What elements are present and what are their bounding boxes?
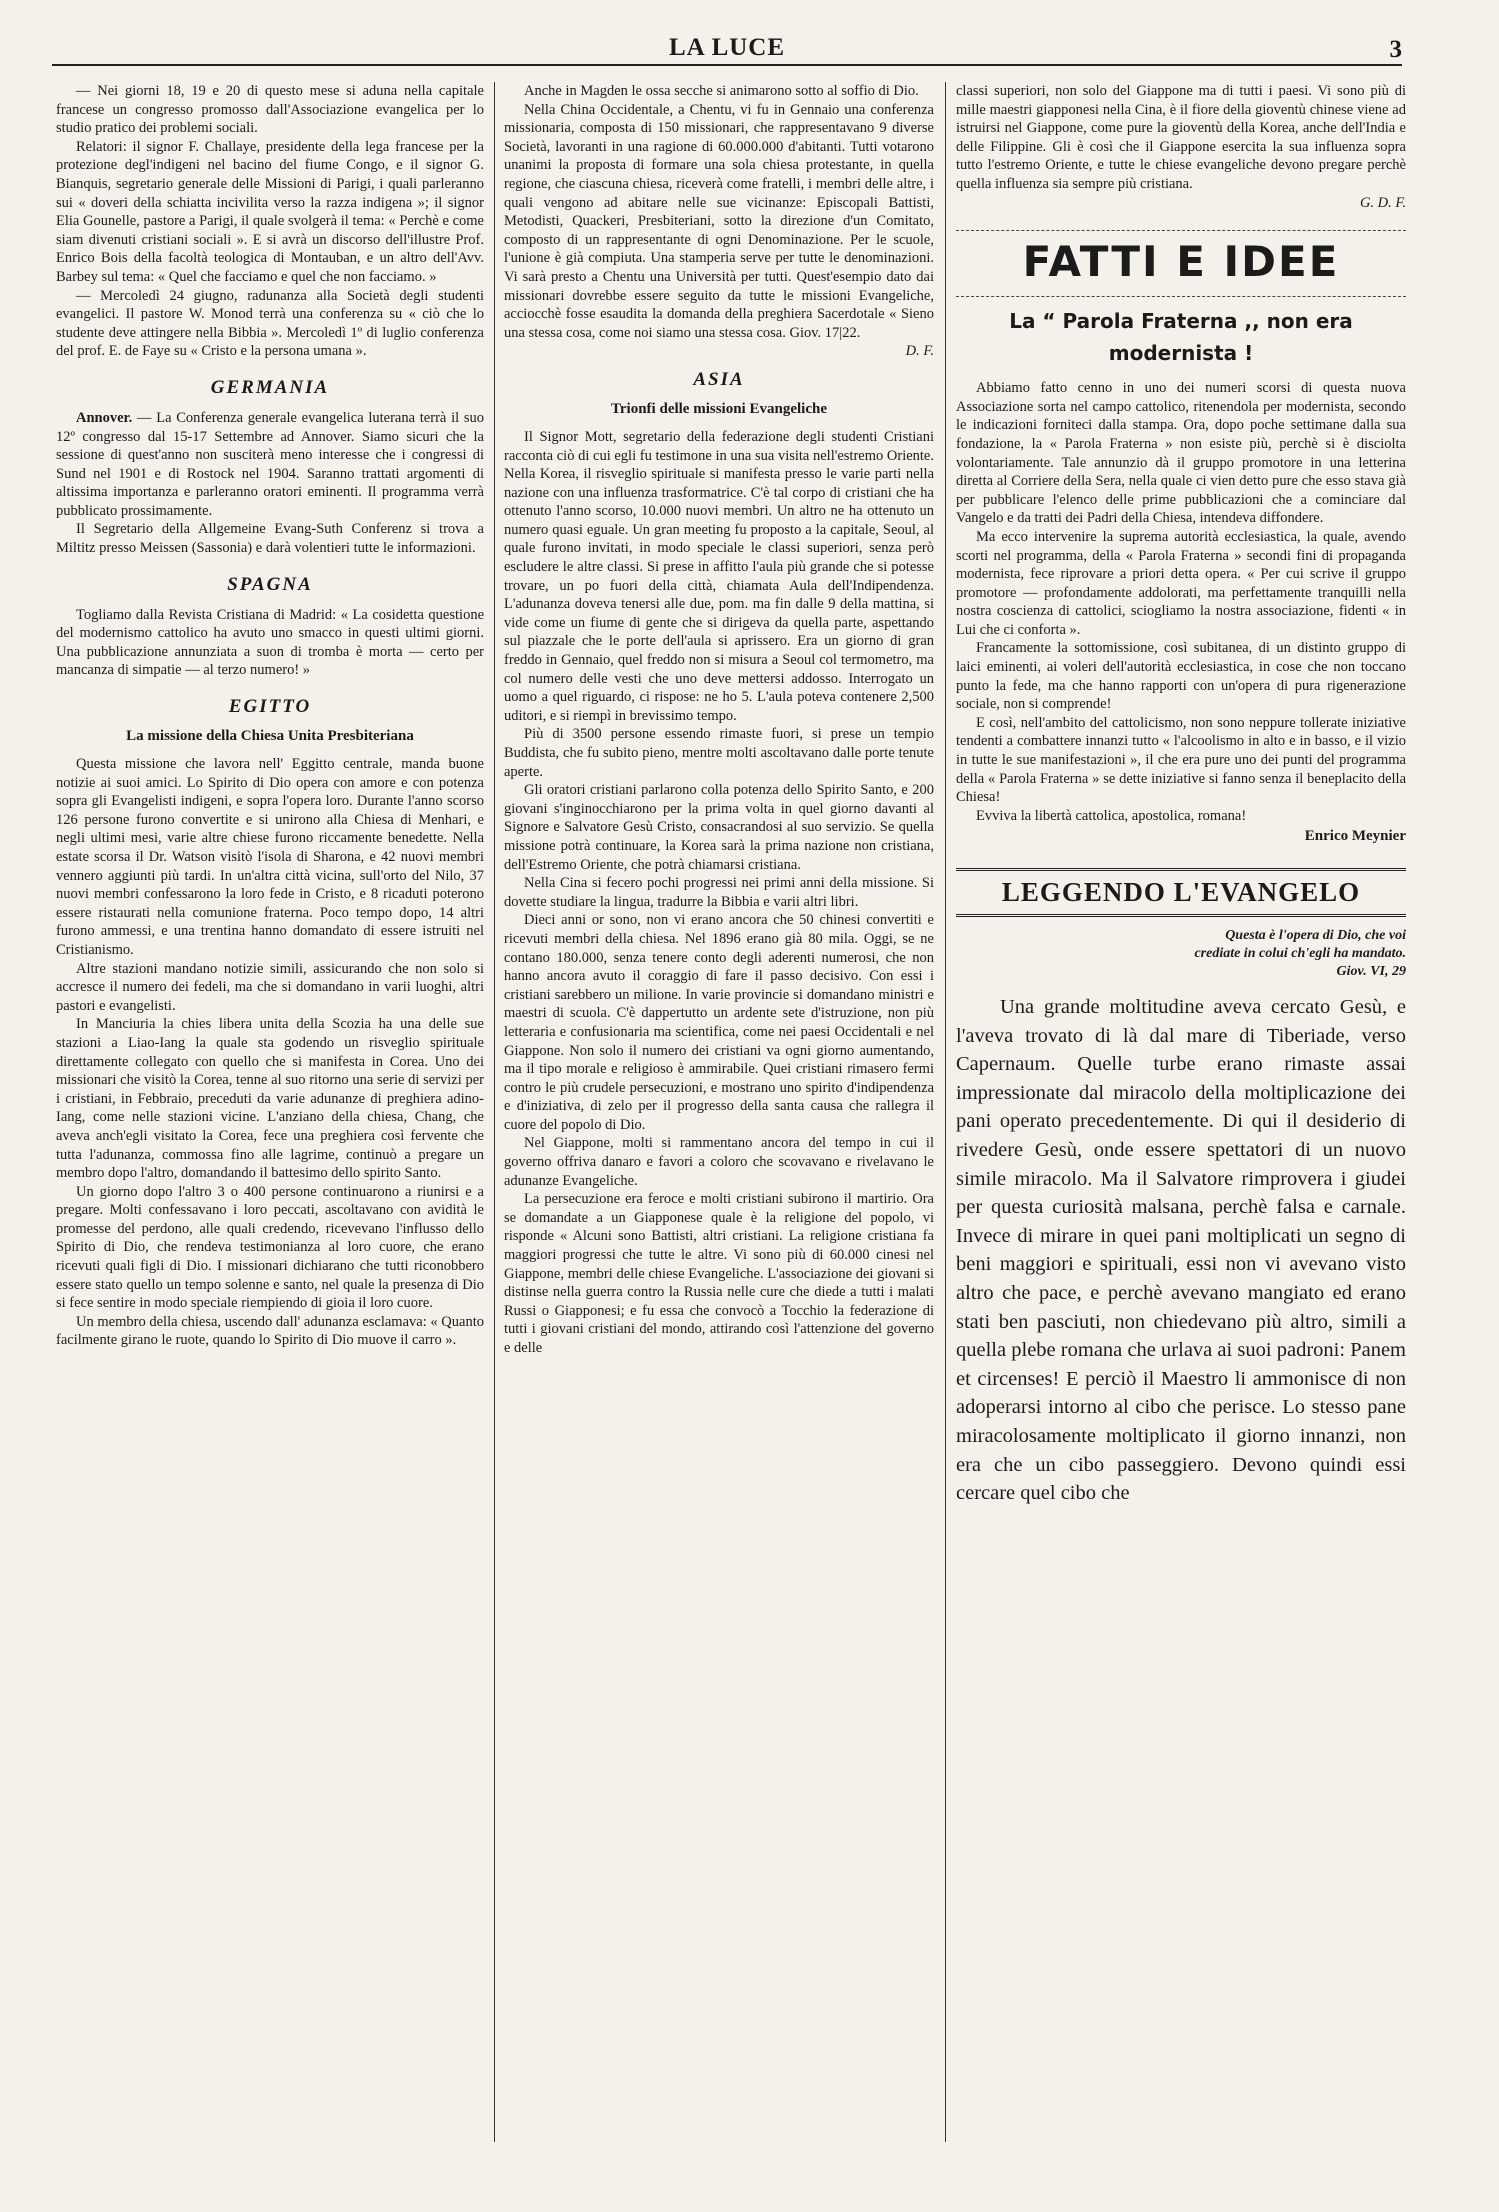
signature: G. D. F. <box>1359 194 1406 211</box>
paragraph-text: — La Conferenza generale evangelica luterana terrà il suo 12º congresso dal 15-17 Settembre ad Annover. Siamo sicuri che la sessione di quest'anno non susciterà meno interesse che i congressi di Sund nel 1901 e di Rostock nel 1904. Saranno trattati argomenti di altissima importanza e parleranno oratori eminenti. Il programma verrà pubblicato prossimamente. <box>56 409 484 519</box>
paragraph: Evviva la libertà cattolica, apostolica, romana! <box>976 807 1247 824</box>
paragraph: Il Signor Mott, segretario della federazione degli studenti Cristiani racconta ciò di cui egli fu testimone in una sua visita nell'estremo Oriente. Nella Korea, il risveglio spirituale si manifesta presso le varie parti nella nazione con una influenza trasformatrice. C'è tal corpo di cristiani che ha ottenuto l'anno scorso, 10.000 nuovi membri. Un altro ne ha ottenuto un numero quasi eguale. Un gran meeting fu proposto a la capitale, Seoul, al quale furono invitati, in modo speciale le classi superiori, senza però escludere le altre classi. Si prese in affitto l'aula più grande che si potesse trovare, un po fuori della città, chiamata Aula dell'Indipendenza. L'adunanza doveva tenersi alle due, pom. ma fin dalle 9 della mattina, si vide come un fiume di gente che si dirigeva da quella parte, aspettando sul piazzale che le porte dell'aula si aprissero. Era un giorno di gran freddo in Gennaio, quel freddo non si misura a Seoul col termometro, ma col numero delle vesti che uno deve mettersi addosso. Interrogato un uomo a quel riguardo, ci rispose: ne ho 5. L'aula poteva contenere 2,500 uditori, e si riempì in brevissimo tempo. <box>504 428 934 724</box>
column-2 <box>504 82 934 2162</box>
section-subtitle: La “ Parola Fraterna ,, non era modernista ! <box>1009 309 1353 366</box>
paragraph: Il Segretario della Allgemeine Evang-Suth Conferenz si trova a Miltitz presso Meissen (Sassonia) e darà volentieri tutte le informazioni. <box>56 521 484 557</box>
column-3 <box>956 82 1406 2162</box>
section-title-egitto: EGITTO <box>228 696 312 718</box>
column-1 <box>56 82 484 2162</box>
paragraph: Un giorno dopo l'altro 3 o 400 persone continuarono a riunirsi e a pregare. Molti confessavano i loro peccati, ascoltavano con avidità le promesse del perdono, alle quali credendo, ricevevano l'influsso dello Spirito di Dio, che rendeva testimonianza al loro cuore, che erano ricevuti quali figli di Dio. I missionari dichiarano che tutti riconobbero essere stato quello un tempo solenne e santo, nel quale la presenza di Dio si fece sentire in modo speciale riempiendo di gioia il loro cuore. <box>56 1183 484 1312</box>
section-title-asia: ASIA <box>693 368 745 390</box>
signature: D. F. <box>905 343 934 360</box>
section-subtitle: La missione della Chiesa Unita Presbiteriana <box>126 728 414 745</box>
page-number: 3 <box>1389 36 1402 63</box>
paragraph: E così, nell'ambito del cattolicismo, non sono neppure tollerate iniziative tendenti a combattere innanzi tutto « l'alcoolismo in alto e in basso, e il vizio in tutte le sue manifestazioni », il che era pure uno dei punti del programma della « Parola Fraterna » se dette iniziative si fanno senza il beneplacito della Chiesa! <box>956 714 1406 806</box>
epigraph-line: crediate in colui ch'egli ha mandato. <box>1194 946 1406 961</box>
paragraph: Ma ecco intervenire la suprema autorità ecclesiastica, la quale, avendo scorti nel programma, della « Parola Fraterna » secondi fini di propaganda modernista, fece riprovare a priori detta opera. « Per cui scrive il gruppo promotore — profondamente addolorati, ma perfettamente tranquilli nella nostra coscienza di cattolici, sciogliamo la nostra associazione, fidenti « in Lui che ci conforta ». <box>956 528 1406 638</box>
paragraph: — Nei giorni 18, 19 e 20 di questo mese si aduna nella capitale francese un congresso promosso dall'Associazione evangelica per lo studio pratico dei problemi sociali. <box>56 83 484 137</box>
paragraph: Gli oratori cristiani parlarono colla potenza dello Spirito Santo, e 200 giovani s'inginocchiarono per la prima volta in quel giorno davanti al Signore e Salvatore Gesù Cristo, consacrandosi al suo servizio. Se quella missione potrà continuare, la Korea sarà la prima nazione non cristiana, dell'Estremo Oriente, che potrà chiamarsi cristiana. <box>504 782 934 873</box>
page-header <box>52 30 1402 66</box>
paragraph: Nel Giappone, molti si rammentano ancora del tempo in cui il governo offriva danaro e favori a coloro che scovavano e rivelavano le adunanze Evangeliche. <box>504 1135 934 1189</box>
paragraph: Questa missione che lavora nell' Eggitto centrale, manda buone notizie ai suoi amici. Lo Spirito di Dio opera con amore e con potenza sopra gli Evangelisti indigeni, e sopra l'opera loro. Durante l'anno scorso 126 persone furono convertite e si unirono alla Chiesa di Menhari, e negli ultimi mesi, varie altre chiese furono riccamente benedette. Nella estate scorsa il Dr. Watson visitò l'isola di Sharona, e 42 nuovi membri vennero aggiunti più tardi. In un'altra città vicina, sull'orto del Nilo, 37 nuovi membri confessarono la loro fede in Cristo, e 8 ricaduti poterono essere ristaurati nella comunione fraterna. Poco tempo dopo, 14 altri furono ammessi, e una trentina hanno domandato di essere istruiti nel Cristianismo. <box>56 756 484 958</box>
paragraph: Un membro della chiesa, uscendo dall' adunanza esclamava: « Quanto facilmente girano le ruote, quando lo Spirito di Dio muove il carro ». <box>56 1313 484 1349</box>
paragraph <box>56 409 484 521</box>
newspaper-title: LA LUCE <box>668 34 786 61</box>
paragraph: Nella Cina si fecero pochi progressi nei primi anni della missione. Si dovette studiare la lingua, tradurre la Bibbia e varii altri libri. <box>504 875 934 910</box>
lead-word: Annover. <box>76 409 133 426</box>
paragraph: Abbiamo fatto cenno in uno dei numeri scorsi di questa nuova Associazione sorta nel campo cattolico, ritenendola per modernista, secondo le indicazioni forniteci dalla stampa. Ora, dopo poche settimane dalla sua fondazione, la « Parola Fraterna » non esiste più, perchè si è disciolta volontariamente. Tale annunzio dà il gruppo promotore in una letterina diretta al Corriere della Sera, nella quale ci vien detto pure che esso stava già per pubblicare l'elenco delle prime pubblicazioni che a cominciare dal Vangelo e da tratti dei Padri della Chiesa, intendeva diffondere. <box>956 380 1406 527</box>
epigraph-line: Questa è l'opera di Dio, che voi <box>1225 928 1406 943</box>
paragraph: La persecuzione era feroce e molti cristiani subirono il martirio. Ora se domandate a un Giapponese quale è la religione del popolo, vi risponde « Alcuni sono Battisti, altri cristiani. La religione cristiana fa maggiori progressi che tutte le altre. Vi sono più di 60.000 cinesi nel Giappone, membri delle chiese Evangeliche. L'associazione dei giovani si distinse nella guerra contro la Russia nelle cure che diede a tutti i malati Russi o Giapponesi; e fu essa che convocò a Tocchio la federazione di tutti i giovani cristiani del mondo, attirando così l'attenzione del governo e delle <box>504 1191 934 1356</box>
column-rule <box>494 82 495 2142</box>
paragraph: Anche in Magden le ossa secche si animarono sotto al soffio di Dio. <box>524 83 919 99</box>
epigraph-reference: Giov. VI, 29 <box>1336 964 1406 979</box>
paragraph: Francamente la sottomissione, così subitanea, di un distinto gruppo di laici eminenti, ai voleri dell'autorità ecclesiastica, in cose che non toccano punto la fede, ma che hanno rapporti con un'opera di pura rigenerazione sociale, non si comprende! <box>956 640 1406 713</box>
section-subtitle: Trionfi delle missioni Evangeliche <box>611 400 827 417</box>
section-title-spagna: SPAGNA <box>227 573 313 595</box>
decorative-divider <box>956 222 1406 231</box>
paragraph: Più di 3500 persone essendo rimaste fuori, si prese un tempio Buddista, che fu subito pieno, mentre molti ascoltavano dalle porte tenute aperte. <box>504 726 934 780</box>
paragraph: Altre stazioni mandano notizie simili, assicurando che non solo si accresce il numero dei fedeli, ma che si domandano in varii luoghi, altri pastori e evangelisti. <box>56 960 484 1014</box>
paragraph: Relatori: il signor F. Challaye, presidente della lega francese per la protezione degl'indigeni nel bacino del fiume Congo, e il signor G. Bianquis, segretario generale delle Missioni di Parigi, i quali parleranno sui « doveri della schiatta incivilita verso la razza indigena »; il signor Elia Gounelle, pastore a Parigi, il quale svolgerà il tema: « Perchè e come siam divenuti cristiani sociali ». E si avrà un discorso dell'illustre Prof. Enrico Bois della facoltà teologica di Montauban, e un altro dell'Avv. Barbey sul tema: « Quel che facciamo e quel che non facciamo. » <box>56 138 484 285</box>
section-title-leggendo-evangelo: LEGGENDO L'EVANGELO <box>956 868 1406 917</box>
paragraph: — Mercoledì 24 giugno, radunanza alla Società degli studenti evangelici. Il pastore W. Monod terrà una conferenza su « ciò che lo studente deve attingere nella Bibbia ». Mercoledì 1º di luglio conferenza del prof. E. de Faye su « Cristo e la persona umana ». <box>56 287 484 360</box>
section-title-germania: GERMANIA <box>210 376 330 398</box>
epigraph <box>956 927 1406 981</box>
paragraph: Una grande moltitudine aveva cercato Gesù, e l'aveva trovato di là dal mare di Tiberiade, verso Capernaum. Quelle turbe erano rimaste assai impressionate dal miracolo della moltiplicazione dei pani operato precedentemente. Di qui il desiderio di rivedere Gesù, onde essere spettatori di un nuovo simile miracolo. Ma il Salvatore rimprovera i giudei per questa curiosità malsana, perchè falsa e carnale. Invece di mirare in quei pani moltiplicati un segno di beni maggiori e spirituali, essi non vi avevano visto altro che pace, e perchè avevano mangiato ed erano stati ben pasciuti, non chiedevano più altro, simili a quella plebe romana che urlava ai suoi padroni: Panem et circenses! E perciò il Maestro li ammonisce di non adoperarsi intorno al cibo che perisce. Lo stesso pane miracolosamente moltiplicato il giorno innanzi, non era che un cibo passeggiero. Devono quindi essi cercare quel cibo che <box>956 996 1406 1505</box>
signature: Enrico Meynier <box>1304 828 1406 845</box>
paragraph: Dieci anni or sono, non vi erano ancora che 50 chinesi convertiti e ricevuti membri della chiesa. Nel 1896 erano già 80 mila. Oggi, se ne contano 180.000, senza tenere conto degli aderenti numerosi, che non hanno ancora avuto il coraggio di fare il passo decisivo. Con essi i cristiani sarebbero un milione. In varie provincie si domandano ministri e maestri di scuola. C'è dappertutto un ardente sete d'istruzione, non più letteraria e confusionaria ma scientifica, come nei paesi Occidentali e nel Giappone. Non solo il numero dei cristiani va ogni giorno aumentando, ma il tipo morale e religioso è ammirabile. Quei cristiani rimasero fermi contro le più crudele persecuzioni, e mostrano uno spirito d'indipendenza e d'iniziativa, di zelo per il progresso della santa causa che rallegra il cuore del popolo di Dio. <box>504 912 934 1133</box>
decorative-divider <box>956 288 1406 297</box>
paragraph: Togliamo dalla Revista Cristiana di Madrid: « La cosidetta questione del modernismo cattolico ha avuto uno smacco in questi ultimi giorni. Una pubblicazione annunziata a suon di tromba è morta — certo per mancanza di simpatie — al terzo numero! » <box>56 606 484 679</box>
paragraph: classi superiori, non solo del Giappone ma di tutti i paesi. Vi sono più di mille maestri giapponesi nella Cina, è il fiore della gioventù chinese viene ad istruirsi nel Giappone, come pure la gioventù della Korea, anche dell'India e delle Filippine. Gli è così che il Giappone esercita la sua influenza sopra tutto l'estremo Oriente, e tutte le chiese evangeliche devono pregare perchè quella influenza sia sempre più cristiana. <box>956 83 1406 192</box>
column-rule <box>945 82 946 2142</box>
paragraph: Nella China Occidentale, a Chentu, vi fu in Gennaio una conferenza missionaria, composta di 150 missionari, che rappresentavano 9 diverse Società, lavoranti in una ragione di 60.000.000 d'abitanti. Tutti votarono unanimi la proposta di formare una sola chiesa protestante, in quella regione, che ciascuna chiesa, riceverà come fratelli, i membri delle altre, i quali vengono ad abitare nelle sue vicinanze: Episcopali Battisti, Metodisti, Quackeri, Presbiteriani, sotto la direzione d'un Comitato, composto di un rappresentante di ogni Denominazione. Per le scuole, l'unione è già compiuta. Una stamperia serve per tutte le denominazioni. Vi sarà presto a Chentu una Università per tutti. Quest'esempio dato dai missionari dovrebbe essere seguito da tutte le missioni Evangeliche, acciocchè fosse esaudita la domanda della preghiera Sacerdotale « Sieno una stessa cosa, come noi siamo una stessa cosa. Giov. 17|22. <box>504 101 934 341</box>
section-title-fatti-e-idee: FATTI E IDEE <box>1022 237 1340 287</box>
paragraph: In Manciuria la chies libera unita della Scozia ha una delle sue stazioni a Liao-Iang la quale sta godendo un risveglio spirituale direttamente collegato con quello che si manifesta in Corea. Uno dei missionari che visitò la Corea, tenne al suo ritorno una serie di servizi per i cristiani, in Febbraio, preceduti da varie adunanze di preghiera adino-Iang, come nelle stazioni vicine. L'anziano della chiesa, Chang, che aveva anch'egli visitato la Corea, fece una preghiera così fervente che tutta l'adunanza, commossa fino alle lagrime, continuò a pregare un membro dopo l'altro, domandando il battesimo dello spirito Santo. <box>56 1016 484 1182</box>
